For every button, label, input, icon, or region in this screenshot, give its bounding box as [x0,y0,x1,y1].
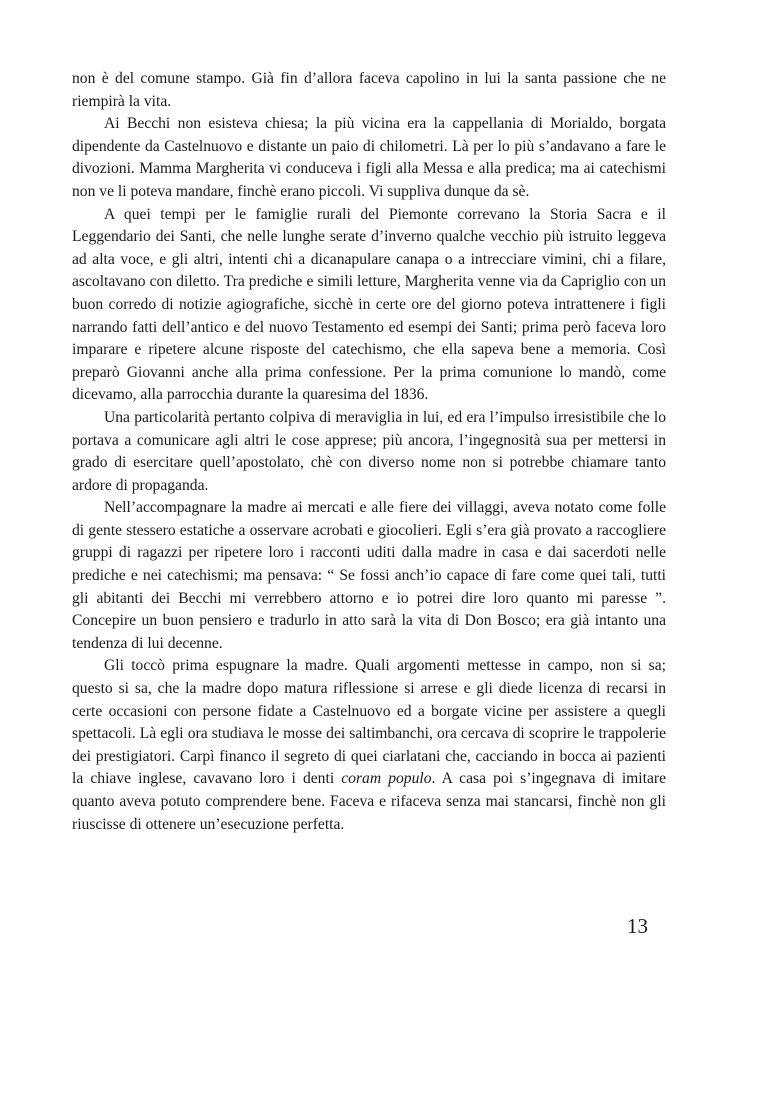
page-number: 13 [627,914,648,938]
paragraph-particolarita: Una particolarità pertanto colpiva di meraviglia in lui, ed era l’impulso irresistibile che lo portava a comunicare agli altri le cose apprese; più ancora, l’ingegnosità sua per mettersi in grado di esercitare quell’apostolato, chè con diverso nome non si potrebbe chiamare tanto ardore di propaganda. [72,408,666,494]
paragraph-text-after-italic: . A casa poi s’ingegnava di imitare quanto aveva potuto comprendere bene. Faceva e rifaceva senza mai stancarsi, finchè non gli riuscisse di ottenere un’esecuzione perfetta. [72,770,666,833]
italic-phrase: coram populo [341,770,432,788]
paragraph-mercati: Nell’accompagnare la madre ai mercati e alle fiere dei villaggi, aveva notato come folle di gente stessero estatiche a osservare acrobati e giocolieri. Egli s’era già provato a raccogliere gruppi di ragazzi per ripetere loro i racconti uditi dalla madre in casa e dai sacerdoti nelle prediche e nei catechismi; ma pensava: “ Se fossi anch’io capace di fare come quei tali, tutti gli abitanti dei Becchi mi verrebbero attorno e io potrei dire loro quanto mi paresse ”. Concepire un buon pensiero e tradurlo in atto sarà la vita di Don Bosco; era già intanto una tendenza di lui decenne. [72,499,666,652]
paragraph-text-before-italic: Gli toccò prima espugnare la madre. Quali argomenti mettesse in campo, non si sa; questo si sa, che la madre dopo matura riflessione si arrese e gli diede licenza di recarsi in certe occasioni con persone fidate a Castelnuovo ed a borgate vicine per assistere a quegli spettacoli. Là egli ora studiava le mosse dei saltimbanchi, ora cercava di scoprire le trappolerie dei prestigiatori. Carpì financo il segreto di quei ciarlatani che, cacciando in bocca ai pazienti la chiave inglese, cavavano loro i denti [72,657,666,788]
paragraph-espugnare-madre [72,655,666,836]
page-body [72,68,666,836]
paragraph-continuation: non è del comune stampo. Già fin d’allora faceva capolino in lui la santa passione che ne riempirà la vita. [72,70,666,110]
paragraph-becchi-chiesa: Ai Becchi non esisteva chiesa; la più vicina era la cappellania di Morialdo, borgata dipendente da Castelnuovo e distante un paio di chilometri. Là per lo più s’andavano a fare le divozioni. Mamma Margherita vi conduceva i figli alla Messa e alla predica; ma ai catechismi non ve li poteva mandare, finchè erano piccoli. Vi suppliva dunque da sè. [72,115,666,200]
paragraph-storia-sacra: A quei tempi per le famiglie rurali del Piemonte correvano la Storia Sacra e il Leggendario dei Santi, che nelle lunghe serate d’inverno qualche vecchio più istruito leggeva ad alta voce, e gli altri, intenti chi a dicanapulare canapa o a intrecciare vimini, chi a filare, ascoltavano con diletto. Tra prediche e simili letture, Margherita venne via da Capriglio con un buon corredo di notizie agiografiche, sicchè in certe ore del giorno poteva intrattenere i figli narrando fatti dell’antico e del nuovo Testamento ed esempi dei Santi; prima però faceva loro imparare e ripetere alcune risposte del catechismo, che ella sapeva bene a memoria. Così preparò Giovanni anche alla prima confessione. Per la prima comunione lo mandò, come dicevamo, alla parrocchia durante la quaresima del 1836. [72,205,666,404]
